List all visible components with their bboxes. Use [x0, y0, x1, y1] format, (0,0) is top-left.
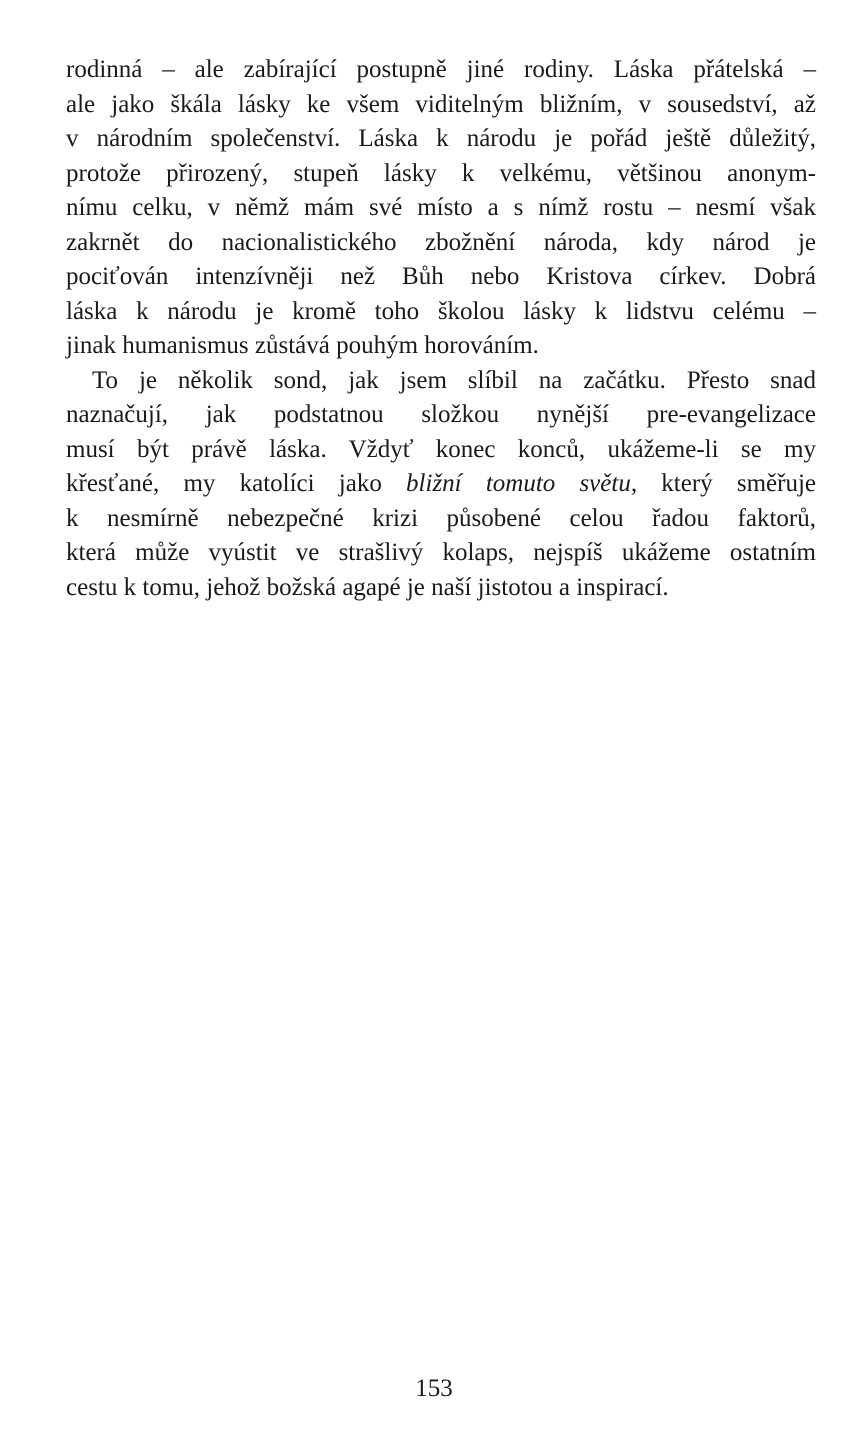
text-line: zakrnět do nacionalistického zbožnění národa, kdy národ je: [66, 228, 816, 256]
text-line: rodinná – ale zabírající postupně jiné rodiny. Láska přátelská –: [66, 56, 816, 83]
paragraph-continued: [66, 53, 816, 364]
text-line: nímu celku, v němž mám své místo a s nímž rostu – nesmí však: [66, 194, 816, 221]
text-line: protože přirozený, stupeň lásky k velkému, většinou anonym-: [66, 159, 816, 187]
text-line: jinak humanismus zůstává pouhým horováním.: [66, 332, 539, 359]
paragraph: [66, 364, 816, 606]
page-number: 153: [415, 1375, 453, 1402]
text-line: láska k národu je kromě toho školou lásky k lidstvu celému –: [66, 297, 816, 325]
text-line: musí být právě láska. Vždyť konec konců, ukážeme-li se my: [66, 435, 816, 463]
text-line: v národním společenství. Láska k národu je pořád ještě důležitý,: [66, 125, 816, 152]
text-line: cestu k tomu, jehož božská agapé je naší jistotou a inspirací.: [66, 573, 669, 601]
text-span: který směřuje: [637, 470, 816, 497]
text-line: [66, 467, 816, 502]
text-line: která může vyústit ve strašlivý kolaps, nejspíš ukážeme ostatním: [66, 539, 816, 566]
text-line: ale jako škála lásky ke všem viditelným bližním, v sousedství, až: [66, 90, 816, 118]
text-span: křesťané, my katolíci jako: [66, 470, 407, 497]
text-line: k nesmírně nebezpečné krizi působené celou řadou faktorů,: [66, 504, 816, 532]
text-line: pociťován intenzívněji než Bůh nebo Kristova církev. Dobrá: [66, 263, 816, 290]
body-text: [66, 53, 816, 605]
text-line: naznačují, jak podstatnou složkou nynější pre-evangelizace: [66, 401, 816, 428]
text-line: To je několik sond, jak jsem slíbil na začátku. Přesto snad: [92, 366, 816, 394]
italic-phrase: bližní tomuto světu,: [406, 470, 638, 497]
